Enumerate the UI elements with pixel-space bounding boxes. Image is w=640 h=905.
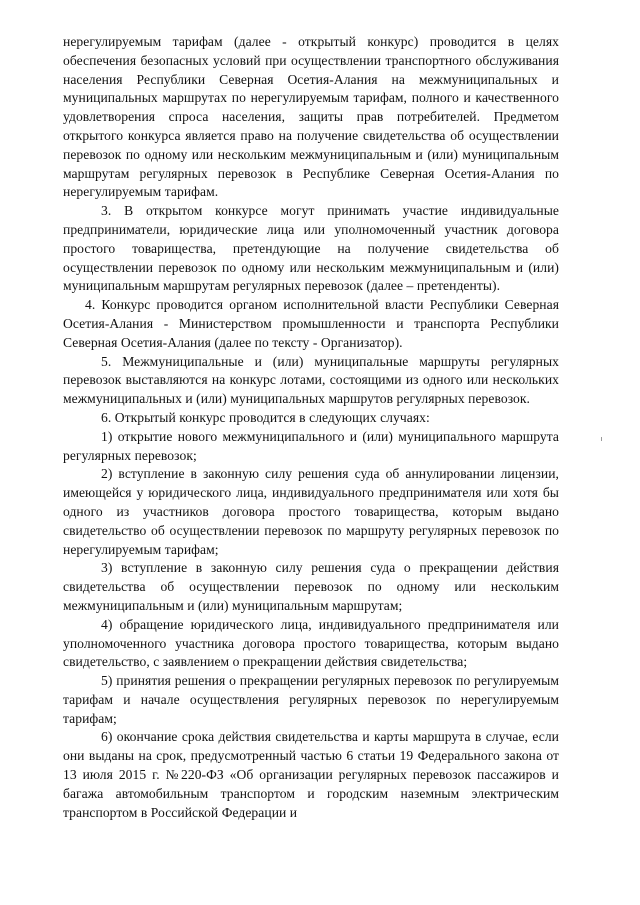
list-item-5: 5) принятия решения о прекращении регулярных перевозок по регулируемым тарифам и начале осуществления регулярных перевозок по нерегулируемым тарифам; (63, 673, 559, 726)
paragraph-item-3: 3. В открытом конкурсе могут принимать участие индивидуальные предприниматели, юридические лица или уполномоченный участник договора простого товарищества, претендующие на получение свидетельства об осуществлении перевозок по одному или нескольким межмуниципальным и (или) муниципальным маршрутам регулярных перевозок (далее – претенденты). (63, 203, 559, 294)
list-item-3: 3) вступление в законную силу решения суда о прекращении действия свидетельства об осуществлении перевозок по одному или нескольким межмуниципальным и (или) муниципальным маршрутам; (63, 560, 559, 613)
paragraph-intro-continuation: нерегулируемым тарифам (далее - открытый конкурс) проводится в целях обеспечения безопасных условий при осуществлении транспортного обслуживания населения Республики Северная Осетия-Алания на межмуниципальных и муниципальных маршрутах по нерегулируемым тарифам, полного и качественного удовлетворения спроса населения, защиты прав потребителей. Предметом открытого конкурса является право на получение свидетельства об осуществлении перевозок по одному или нескольким межмуниципальным и (или) муниципальным маршрутам регулярных перевозок в Республике Северная Осетия-Алания по нерегулируемым тарифам. (63, 34, 559, 200)
scan-artifact-mark (601, 437, 602, 441)
document-body (63, 33, 559, 822)
list-item-4: 4) обращение юридического лица, индивидуального предпринимателя или уполномоченного участника договора простого товарищества, которым выдано свидетельство, с заявлением о прекращении действия свидетельства; (63, 616, 559, 670)
paragraph-item-4: 4. Конкурс проводится органом исполнительной власти Республики Северная Осетия-Алания - Министерством промышленности и транспорта Республики Северная Осетия-Алания (далее по тексту - Организатор). (63, 297, 559, 350)
list-item-2: 2) вступление в законную силу решения суда об аннулировании лицензии, имеющейся у юридического лица, индивидуального предпринимателя или хотя бы одного из участников договора простого товарищества, которым выдано свидетельство об осуществлении перевозок по маршруту регулярных перевозок по нерегулируемым тарифам; (63, 466, 559, 557)
list-item-1: 1) открытие нового межмуниципального и (или) муниципального маршрута регулярных перевозок; (63, 428, 559, 463)
paragraph-item-5: 5. Межмуниципальные и (или) муниципальные маршруты регулярных перевозок выставляются на конкурс лотами, состоящими из одного или нескольких межмуниципальных и (или) муниципальных маршрутов регулярных перевозок. (63, 353, 559, 407)
list-item-6: 6) окончание срока действия свидетельства и карты маршрута в случае, если они выданы на срок, предусмотренный частью 6 статьи 19 Федерального закона от 13 июля 2015 г. №220-ФЗ «Об организации регулярных перевозок пассажиров и багажа автомобильным транспортом и городским наземным электрическим транспортом в Российской Федерации и (63, 729, 559, 820)
paragraph-item-6: 6. Открытый конкурс проводится в следующих случаях: (101, 409, 430, 425)
